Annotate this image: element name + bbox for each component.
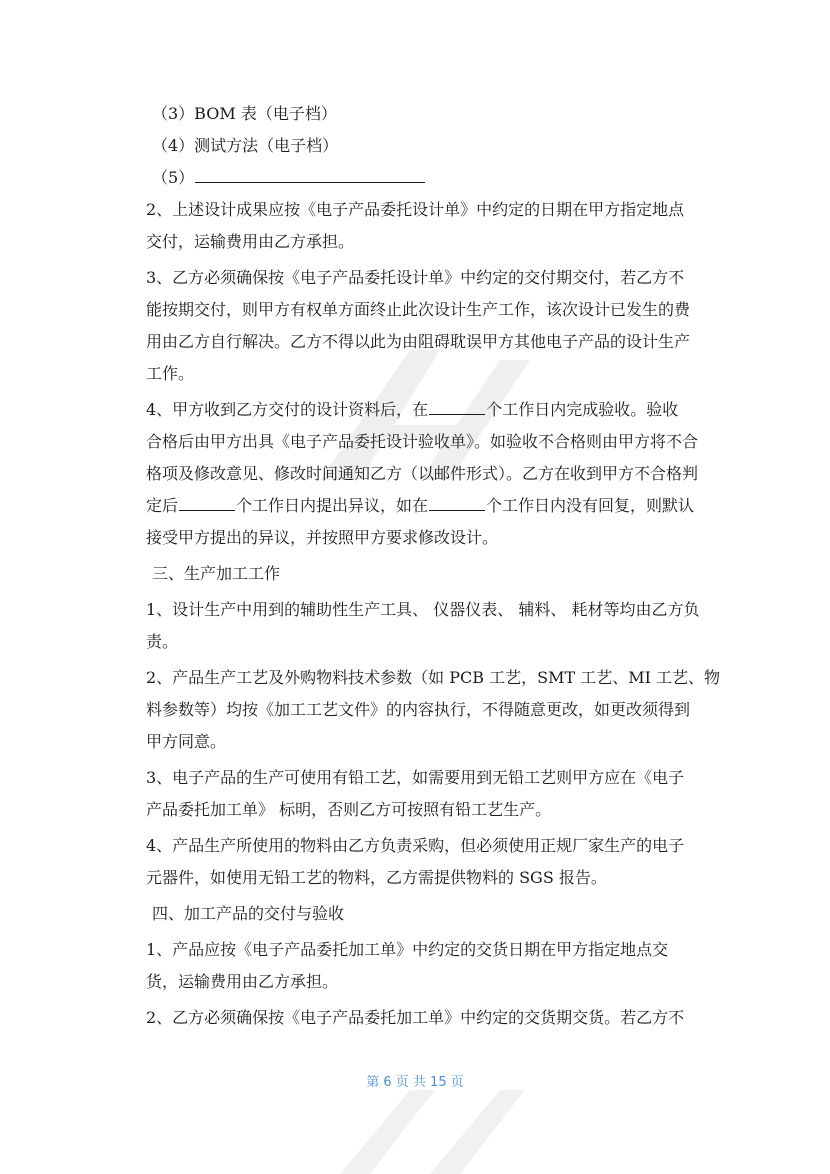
clause-4-text: 定后: [146, 496, 179, 515]
section-4-title: 四、加工产品的交付与验收: [152, 904, 345, 923]
page-number-label: 第 6 页 共 15 页: [366, 1075, 464, 1090]
s3-clause-1-line: 1、设计生产中用到的辅助性生产工具、 仪器仪表、 辅料、 耗材等均由乙方负: [146, 600, 700, 619]
fill-blank-item5: [195, 164, 425, 183]
s3-clause-2: [146, 662, 721, 758]
s3-clause-3-line: 产品委托加工单》 标明，否则乙方可按照有铅工艺生产。: [146, 800, 552, 819]
s3-clause-4-line: 4、产品生产所使用的物料由乙方负责采购，但必须使用正规厂家生产的电子: [146, 836, 685, 855]
s3-clause-2-line: 甲方同意。: [146, 732, 227, 751]
clause-4-line: 接受甲方提出的异议，并按照甲方要求修改设计。: [146, 528, 499, 547]
section-3-title: 三、生产加工工作: [152, 564, 281, 583]
page-number: [0, 1071, 830, 1090]
s4-clause-2: [146, 1002, 706, 1034]
clause-3-line: 用由乙方自行解决。乙方不得以此为由阻碍耽误甲方其他电子产品的设计生产: [146, 332, 691, 351]
clause-4-text: 4、甲方收到乙方交付的设计资料后，在: [146, 400, 429, 419]
clause-4-text: 个工作日内完成验收。验收: [486, 400, 679, 419]
s3-clause-1-line: 责。: [146, 632, 179, 651]
s3-clause-4-line: 元器件，如使用无铅工艺的物料，乙方需提供物料的 SGS 报告。: [146, 868, 607, 887]
clause-4-line: 格项及修改意见、修改时间通知乙方（以邮件形式）。乙方在收到甲方不合格判: [146, 464, 699, 483]
clause-4-text: 个工作日内提出异议，如在: [236, 496, 429, 515]
clause-3-line: 工作。: [146, 364, 195, 383]
s3-clause-2-line: 料参数等）均按《加工工艺文件》的内容执行，不得随意更改，如更改须得到: [146, 700, 691, 719]
clause-4-line: 合格后由甲方出具《电子产品委托设计验收单》。如验收不合格则由甲方将不合: [146, 432, 699, 451]
s3-clause-3-line: 3、电子产品的生产可使用有铅工艺，如需要用到无铅工艺则甲方应在《电子: [146, 768, 685, 787]
document-body: [146, 98, 721, 1038]
s3-clause-1: [146, 594, 706, 658]
clause-4: [146, 394, 706, 554]
clause-2-line: 交付，运输费用由乙方承担。: [146, 232, 355, 251]
s4-clause-1-line: 1、产品应按《电子产品委托加工单》中约定的交货日期在甲方指定地点交: [146, 940, 669, 959]
clause-2-line: 2、上述设计成果应按《电子产品委托设计单》中约定的日期在甲方指定地点: [146, 200, 685, 219]
clause-3: [146, 262, 706, 390]
s3-clause-3: [146, 762, 706, 826]
s4-clause-2-line: 2、乙方必须确保按《电子产品委托加工单》中约定的交货期交货。若乙方不: [146, 1008, 685, 1027]
s3-clause-4: [146, 830, 706, 894]
clause-4-line: [146, 394, 706, 426]
item-bom: （3）BOM 表（电子档）: [152, 104, 337, 123]
clause-4-text: 个工作日内没有回复，则默认: [486, 496, 695, 515]
fill-blank-days: [429, 396, 485, 415]
item-5: [146, 162, 706, 194]
fill-blank-days: [429, 492, 485, 511]
item-test-method: （4）测试方法（电子档）: [152, 136, 339, 155]
fill-blank-days: [179, 492, 235, 511]
watermark-shape-bottom: [330, 1080, 550, 1174]
s3-clause-2-line: 2、产品生产工艺及外购物料技术参数（如 PCB 工艺，SMT 工艺、MI 工艺、物: [146, 668, 721, 687]
item-5-prefix: （5）: [152, 168, 195, 187]
clause-4-line: [146, 490, 706, 522]
clause-2: [146, 194, 706, 258]
clause-3-line: 能按期交付，则甲方有权单方面终止此次设计生产工作，该次设计已发生的费: [146, 300, 691, 319]
s4-clause-1-line: 货，运输费用由乙方承担。: [146, 972, 339, 991]
clause-3-line: 3、乙方必须确保按《电子产品委托设计单》中约定的交付期交付，若乙方不: [146, 268, 685, 287]
s4-clause-1: [146, 934, 706, 998]
